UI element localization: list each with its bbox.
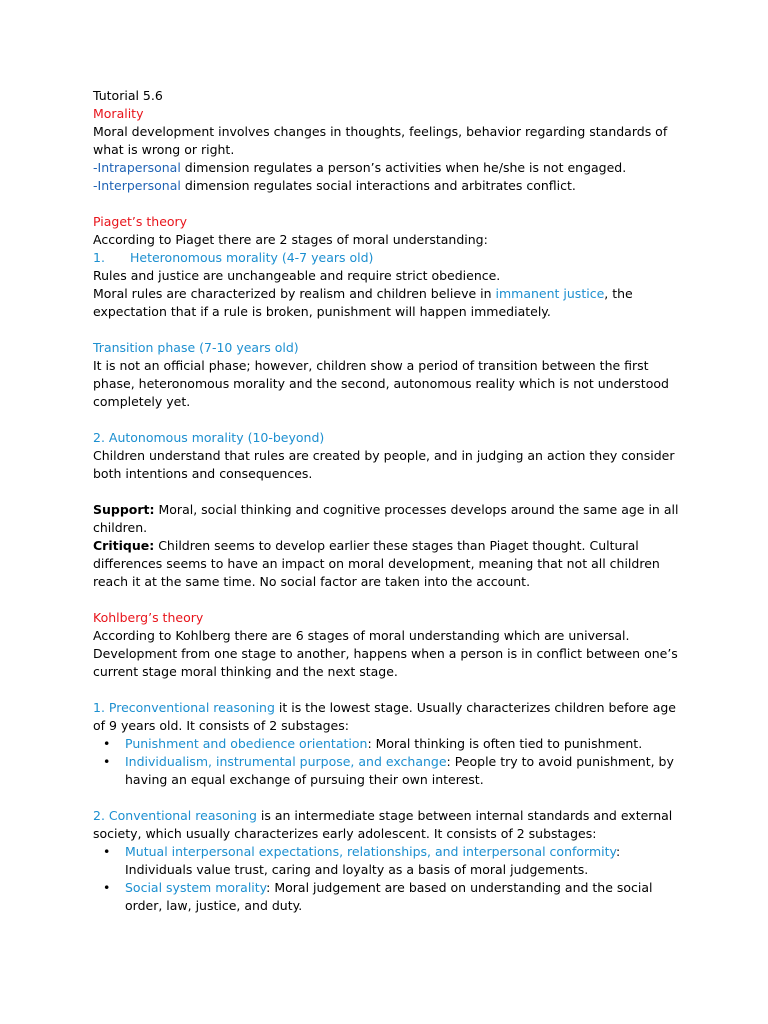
heteronomous-line2-post: , the expectation that if a rule is broken, punishment will happen immediately. — [93, 286, 633, 319]
substage-term: Punishment and obedience orientation — [125, 736, 368, 751]
critique-text: Children seems to develop earlier these stages than Piaget thought. Cultural differences seems to have an impact on moral development, meaning that not all children reach it at the same time. No social factor are taken into the account. — [93, 538, 660, 589]
support-label: Support: — [93, 502, 155, 517]
list-item — [93, 753, 683, 789]
piaget-heading: Piaget’s theory — [93, 214, 188, 229]
piaget-intro: According to Piaget there are 2 stages of moral understanding: — [93, 232, 488, 247]
bullet-icon: • — [103, 844, 111, 859]
list-item — [93, 843, 683, 879]
conventional-list — [93, 843, 683, 915]
autonomous-heading: 2. Autonomous morality (10-beyond) — [93, 430, 325, 445]
conventional-text: is an intermediate stage between internal standards and external society, which usually characterizes early adolescent. It consists of 2 substages: — [93, 808, 673, 841]
heteronomous-heading — [93, 249, 683, 267]
substage-term: Individualism, instrumental purpose, and exchange — [125, 754, 447, 769]
bullet-icon: • — [103, 754, 111, 769]
support-paragraph — [93, 501, 683, 537]
interpersonal-line — [93, 177, 683, 195]
bullet-icon: • — [103, 736, 111, 751]
document-page — [93, 87, 683, 915]
list-item — [93, 879, 683, 915]
heteronomous-title: Heteronomous morality (4-7 years old) — [130, 250, 374, 265]
heteronomous-line2 — [93, 285, 683, 321]
preconventional-text: it is the lowest stage. Usually characterizes children before age of 9 years old. It consists of 2 substages: — [93, 700, 676, 733]
substage-text: : Individuals value trust, caring and loyalty as a basis of moral judgements. — [125, 844, 621, 877]
conventional-heading: 2. Conventional reasoning — [93, 808, 257, 823]
critique-label: Critique: — [93, 538, 155, 553]
heteronomous-number: 1. — [93, 250, 105, 265]
support-text: Moral, social thinking and cognitive processes develops around the same age in all children. — [93, 502, 679, 535]
preconventional-paragraph — [93, 699, 683, 735]
immanent-justice-term: immanent justice — [495, 286, 605, 301]
heteronomous-line1: Rules and justice are unchangeable and require strict obedience. — [93, 268, 501, 283]
intrapersonal-line — [93, 159, 683, 177]
substage-term: Social system morality — [125, 880, 267, 895]
conventional-paragraph — [93, 807, 683, 843]
autonomous-text: Children understand that rules are created by people, and in judging an action they consider both intentions and consequences. — [93, 448, 675, 481]
kohlberg-heading: Kohlberg’s theory — [93, 610, 204, 625]
critique-paragraph — [93, 537, 683, 591]
document-title: Tutorial 5.6 — [93, 88, 163, 103]
transition-text: It is not an official phase; however, children show a period of transition between the first phase, heteronomous morality and the second, autonomous reality which is not understood completely yet. — [93, 358, 669, 409]
list-item — [93, 735, 683, 753]
morality-definition: Moral development involves changes in thoughts, feelings, behavior regarding standards of what is wrong or right. — [93, 124, 668, 157]
intrapersonal-term: -Intrapersonal — [93, 160, 181, 175]
transition-heading: Transition phase (7-10 years old) — [93, 340, 299, 355]
substage-text: : People try to avoid punishment, by having an equal exchange of pursuing their own interest. — [125, 754, 674, 787]
morality-heading: Morality — [93, 106, 144, 121]
interpersonal-term: -Interpersonal — [93, 178, 181, 193]
kohlberg-intro: According to Kohlberg there are 6 stages of moral understanding which are universal. Development from one stage to another, happens when a person is in conflict between one’s current stage moral thinking and the next stage. — [93, 628, 678, 679]
substage-term: Mutual interpersonal expectations, relationships, and interpersonal conformity — [125, 844, 616, 859]
intrapersonal-text: dimension regulates a person’s activities when he/she is not engaged. — [180, 160, 627, 175]
interpersonal-text: dimension regulates social interactions and arbitrates conflict. — [180, 178, 576, 193]
preconventional-list — [93, 735, 683, 789]
bullet-icon: • — [103, 880, 111, 895]
substage-text: : Moral thinking is often tied to punishment. — [367, 736, 643, 751]
heteronomous-line2-pre: Moral rules are characterized by realism and children believe in — [93, 286, 496, 301]
preconventional-heading: 1. Preconventional reasoning — [93, 700, 275, 715]
substage-text: : Moral judgement are based on understanding and the social order, law, justice, and duty. — [125, 880, 653, 913]
